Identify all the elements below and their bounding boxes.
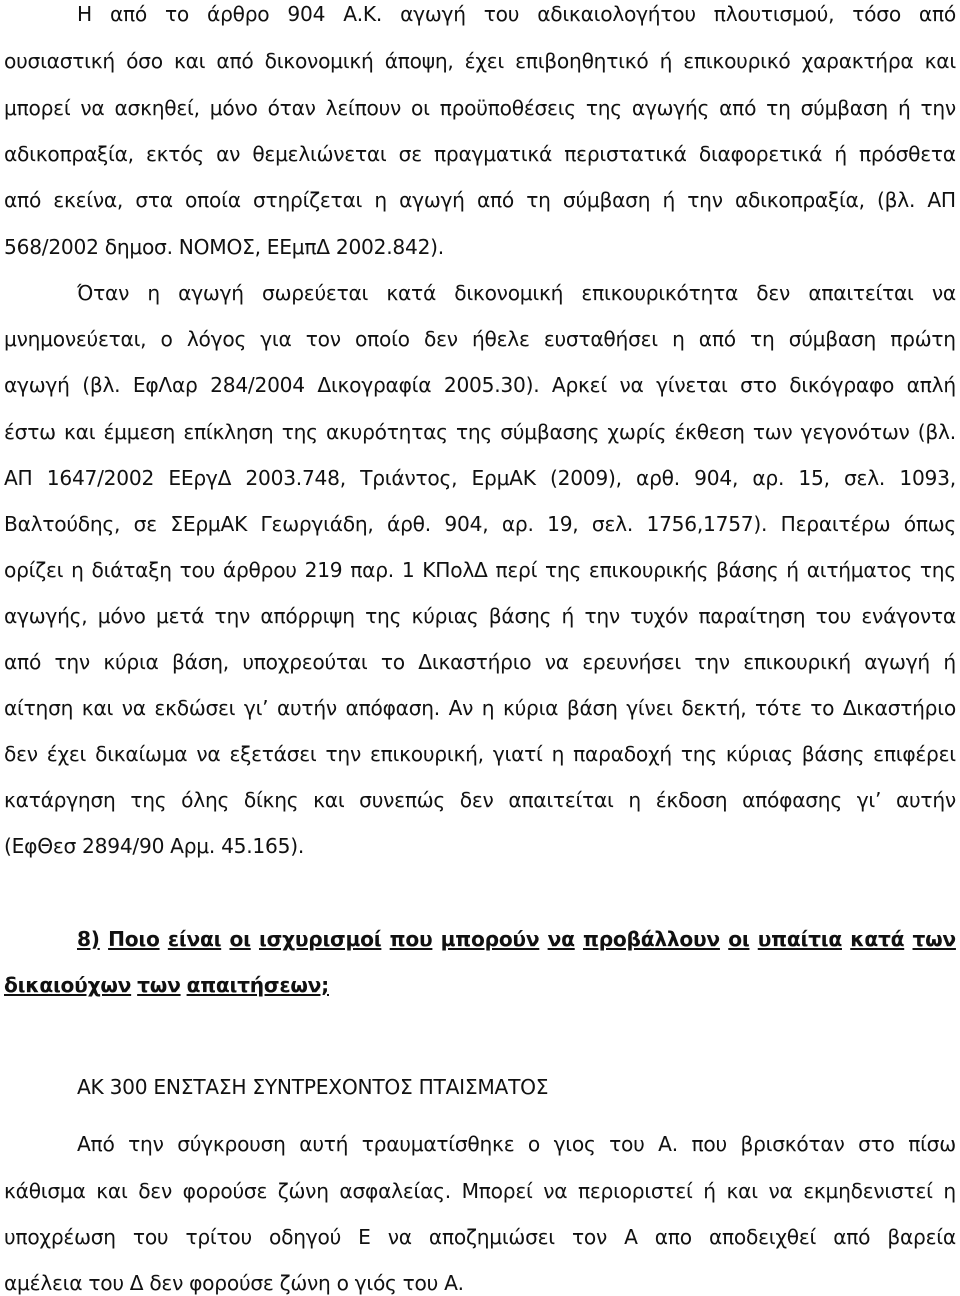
question-heading: 8) Ποιο είναι οι ισχυρισμοί που μπορούν να προβάλλουν οι υπαίτια κατά των xyxy=(77,927,956,951)
text-line: (ΕφΘεσ 2894/90 Αρμ. 45.165). xyxy=(4,834,304,858)
text-line: μπορεί να ασκηθεί, μόνο όταν λείπουν οι προϋποθέσεις της αγωγής από τη σύμβαση ή την xyxy=(4,96,956,120)
text-line: αδικοπραξία, εκτός αν θεμελιώνεται σε πραγματικά περιστατικά διαφορετικά ή πρόσθετα xyxy=(4,142,956,166)
text-line: αγωγής, μόνο μετά την απόρριψη της κύριας βάσης ή την τυχόν παραίτηση του ενάγοντα xyxy=(4,604,956,628)
text-line: Όταν η αγωγή σωρεύεται κατά δικονομική επικουρικότητα δεν απαιτείται να xyxy=(77,281,956,305)
text-line: αίτηση και να εκδώσει γι’ αυτήν απόφαση. Αν η κύρια βάση γίνει δεκτή, τότε το Δικαστήριο xyxy=(4,696,956,720)
text-line: ουσιαστική όσο και από δικονομική άποψη, έχει επιβοηθητικό ή επικουρικό χαρακτήρα και xyxy=(4,49,956,73)
text-line: αμέλεια του Δ δεν φορούσε ζώνη ο γιός του Α. xyxy=(4,1271,464,1295)
text-line: Από την σύγκρουση αυτή τραυματίσθηκε ο γιος του Α. που βρισκόταν στο πίσω xyxy=(77,1132,956,1156)
article-heading: ΑΚ 300 ΕΝΣΤΑΣΗ ΣΥΝΤΡΕΧΟΝΤΟΣ ΠΤΑΙΣΜΑΤΟΣ xyxy=(77,1075,549,1099)
text-line: έστω και έμμεση επίκληση της ακυρότητας της σύμβασης χωρίς έκθεση των γεγονότων (βλ. xyxy=(4,420,956,444)
text-line: αγωγή (βλ. ΕφΛαρ 284/2004 Δικογραφία 2005.30). Αρκεί να γίνεται στο δικόγραφο απλή xyxy=(4,373,956,397)
text-line: υποχρέωση του τρίτου οδηγού Ε να αποζημιώσει τον Α απο αποδειχθεί από βαρεία xyxy=(4,1225,956,1249)
text-line: 568/2002 δημοσ. ΝΟΜΟΣ, ΕΕμπΔ 2002.842). xyxy=(4,235,444,259)
text-line: από την κύρια βάση, υποχρεούται το Δικαστήριο να ερευνήσει την επικουρική αγωγή ή xyxy=(4,650,956,674)
text-line: από εκείνα, στα οποία στηρίζεται η αγωγή από τη σύμβαση ή την αδικοπραξία, (βλ. ΑΠ xyxy=(4,188,956,212)
text-line: ορίζει η διάταξη του άρθρου 219 παρ. 1 ΚΠολΔ περί της επικουρικής βάσης ή αιτήματος της xyxy=(4,558,956,582)
text-line: ΑΠ 1647/2002 ΕΕργΔ 2003.748, Τριάντος, ΕρμΑΚ (2009), αρθ. 904, αρ. 15, σελ. 1093, xyxy=(4,466,956,490)
text-line: Βαλτούδης, σε ΣΕρμΑΚ Γεωργιάδη, άρθ. 904, αρ. 19, σελ. 1756,1757). Περαιτέρω όπως xyxy=(4,512,956,536)
question-heading: δικαιούχων των απαιτήσεων; xyxy=(4,973,329,997)
text-line: κατάργηση της όλης δίκης και συνεπώς δεν απαιτείται η έκδοση απόφασης γι’ αυτήν xyxy=(4,788,956,812)
text-line: δεν έχει δικαίωμα να εξετάσει την επικουρική, γιατί η παραδοχή της κύριας βάσης επιφέρει xyxy=(4,742,956,766)
text-line: μνημονεύεται, ο λόγος για τον οποίο δεν ήθελε ευσταθήσει η από τη σύμβαση πρώτη xyxy=(4,327,956,351)
text-line: Η από το άρθρο 904 Α.Κ. αγωγή του αδικαιολογήτου πλουτισμού, τόσο από xyxy=(77,2,956,26)
text-line: κάθισμα και δεν φορούσε ζώνη ασφαλείας. Μπορεί να περιοριστεί ή και να εκμηδενιστεί η xyxy=(4,1179,956,1203)
